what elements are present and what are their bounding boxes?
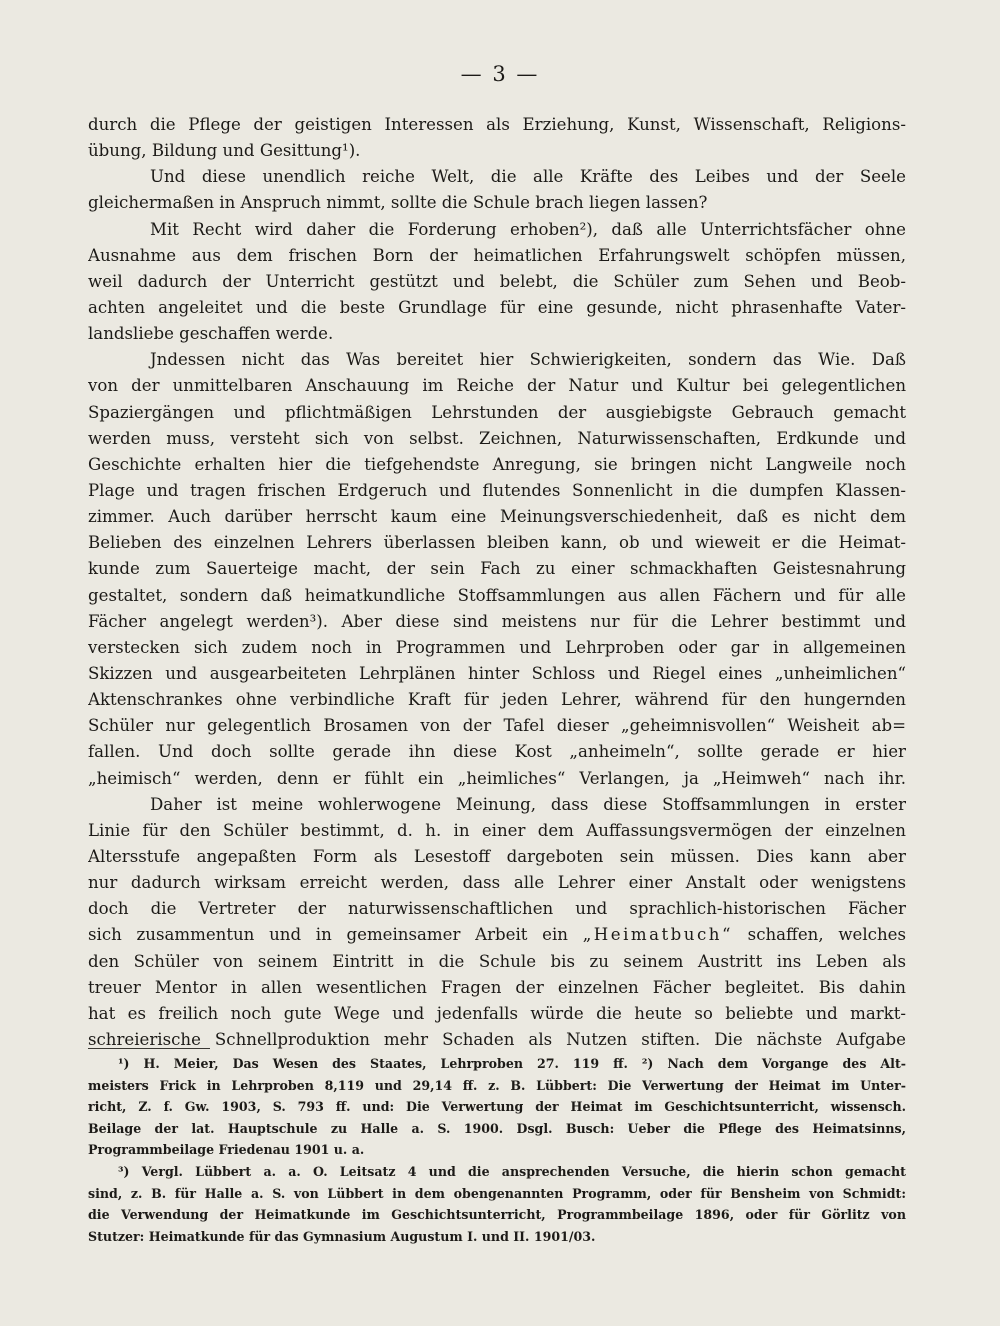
text-line: Plage und tragen frischen Erdgeruch und flutendes Sonnenlicht in die dumpfen Klassen- [88, 480, 906, 500]
text-line: hat es freilich noch gute Wege und jedenfalls würde die heute so beliebte und markt- [88, 1003, 906, 1023]
text-line: Ausnahme aus dem frischen Born der heimatlichen Erfahrungswelt schöpfen müssen, [88, 245, 906, 265]
text-line: treuer Mentor in allen wesentlichen Fragen der einzelnen Fächer begleitet. Bis dahin [88, 977, 906, 997]
footnote-line: Beilage der lat. Hauptschule zu Halle a. S. 1900. Dsgl. Busch: Ueber die Pflege des Heimatsinns, [88, 1120, 906, 1136]
text-line: Spaziergängen und pflichtmäßigen Lehrstunden der ausgiebigste Gebrauch gemacht [88, 402, 906, 422]
footnote-line: Programmbeilage Friedenau 1901 u. a. [88, 1142, 365, 1158]
text-line: schreierische Schnellproduktion mehr Schaden als Nutzen stiften. Die nächste Aufgabe [88, 1029, 906, 1049]
text-line: gleichermaßen in Anspruch nimmt, sollte die Schule brach liegen lassen? [88, 193, 708, 213]
text-line: landsliebe geschaffen werde. [88, 324, 334, 344]
text-line: Aktenschrankes ohne verbindliche Kraft für jeden Lehrer, während für den hungernden [88, 690, 906, 710]
text-line: Altersstufe angepaßten Form als Lesestoff dargeboten sein müssen. Dies kann aber [88, 846, 906, 866]
text-line: zimmer. Auch darüber herrscht kaum eine Meinungsverschiedenheit, daß es nicht dem [88, 507, 906, 527]
text-line: Geschichte erhalten hier die tiefgehendste Anregung, sie bringen nicht Langweile noch [88, 454, 906, 474]
text-line-part: schaffen, welches [747, 925, 906, 945]
text-line: werden muss, versteht sich von selbst. Zeichnen, Naturwissenschaften, Erdkunde und [88, 428, 906, 448]
text-line: doch die Vertreter der naturwissenschaftlichen und sprachlich-historischen Fächer [88, 899, 906, 919]
footnote-line: Stutzer: Heimatkunde für das Gymnasium Augustum I. und II. 1901/03. [88, 1228, 596, 1244]
title-heimatbuch: „Heimatbuch“ [582, 925, 733, 945]
text-line: Und diese unendlich reiche Welt, die alle Kräfte des Leibes und der Seele [150, 167, 906, 187]
text-line: Schüler nur gelegentlich Brosamen von der Tafel dieser „geheimnisvollen“ Weisheit ab= [88, 716, 906, 736]
footnote-line: die Verwendung der Heimatkunde im Geschichtsunterricht, Programmbeilage 1896, oder für Görlitz von [88, 1207, 906, 1223]
text-line: Daher ist meine wohlerwogene Meinung, dass diese Stoffsammlungen in erster [150, 794, 906, 814]
text-line: achten angeleitet und die beste Grundlage für eine gesunde, nicht phrasenhafte Vater- [88, 297, 906, 317]
page-number: — 3 — [460, 62, 540, 86]
text-line: durch die Pflege der geistigen Interessen als Erziehung, Kunst, Wissenschaft, Religions- [88, 115, 906, 134]
text-line: Belieben des einzelnen Lehrers überlassen bleiben kann, ob und wieweit er die Heimat- [88, 533, 906, 553]
footnote-line: sind, z. B. für Halle a. S. von Lübbert in dem obengenannten Programm, oder für Bensheim von Schmidt: [88, 1185, 906, 1201]
text-line: weil dadurch der Unterricht gestützt und belebt, die Schüler zum Sehen und Beob- [88, 271, 906, 291]
text-line: nur dadurch wirksam erreicht werden, dass alle Lehrer einer Anstalt oder wenigstens [88, 873, 906, 893]
text-line: übung, Bildung und Gesittung¹). [88, 141, 361, 161]
text-line: Linie für den Schüler bestimmt, d. h. in einer dem Auffassungsvermögen der einzelnen [88, 820, 906, 840]
text-line-part: sich zusammentun und in gemeinsamer Arbeit ein [88, 925, 568, 945]
text-line: kunde zum Sauerteige macht, der sein Fach zu einer schmackhaften Geistesnahrung [88, 559, 906, 579]
text-line: den Schüler von seinem Eintritt in die Schule bis zu seinem Austritt ins Leben als [88, 951, 906, 971]
footnote-rule [88, 1048, 210, 1049]
footnote-line: meisters Frick in Lehrproben 8,119 und 29,14 ff. z. B. Lübbert: Die Verwertung der Heimat im Unter- [88, 1077, 906, 1093]
text-line: „heimisch“ werden, denn er fühlt ein „heimliches“ Verlangen, ja „Heimweh“ nach ihr. [88, 768, 906, 788]
text-line: Fächer angelegt werden³). Aber diese sind meistens nur für die Lehrer bestimmt und [88, 611, 906, 631]
text-line: gestaltet, sondern daß heimatkundliche Stoffsammlungen aus allen Fächern und für alle [88, 585, 906, 605]
footnotes [88, 1053, 906, 1247]
footnote-line: ³) Vergl. Lübbert a. a. O. Leitsatz 4 und die ansprechenden Versuche, die hierin schon gemacht [118, 1163, 906, 1179]
body-text [88, 112, 906, 1053]
text-line: Skizzen und ausgearbeiteten Lehrplänen hinter Schloss und Riegel eines „unheimlichen“ [88, 663, 906, 683]
text-line: von der unmittelbaren Anschauung im Reiche der Natur und Kultur bei gelegentlichen [88, 376, 906, 396]
text-line: verstecken sich zudem noch in Programmen und Lehrproben oder gar in allgemeinen [88, 637, 906, 657]
text-line [88, 922, 906, 948]
text-line: Mit Recht wird daher die Forderung erhoben²), daß alle Unterrichtsfächer ohne [150, 219, 906, 239]
text-line: fallen. Und doch sollte gerade ihn diese Kost „anheimeln“, sollte gerade er hier [88, 742, 906, 762]
footnote-line: richt, Z. f. Gw. 1903, S. 793 ff. und: Die Verwertung der Heimat im Geschichtsunterricht, wissensch. [88, 1099, 906, 1115]
text-line: Jndessen nicht das Was bereitet hier Schwierigkeiten, sondern das Wie. Daß [150, 350, 906, 370]
footnote-line: ¹) H. Meier, Das Wesen des Staates, Lehrproben 27. 119 ff. ²) Nach dem Vorgange des Alt- [118, 1056, 906, 1071]
